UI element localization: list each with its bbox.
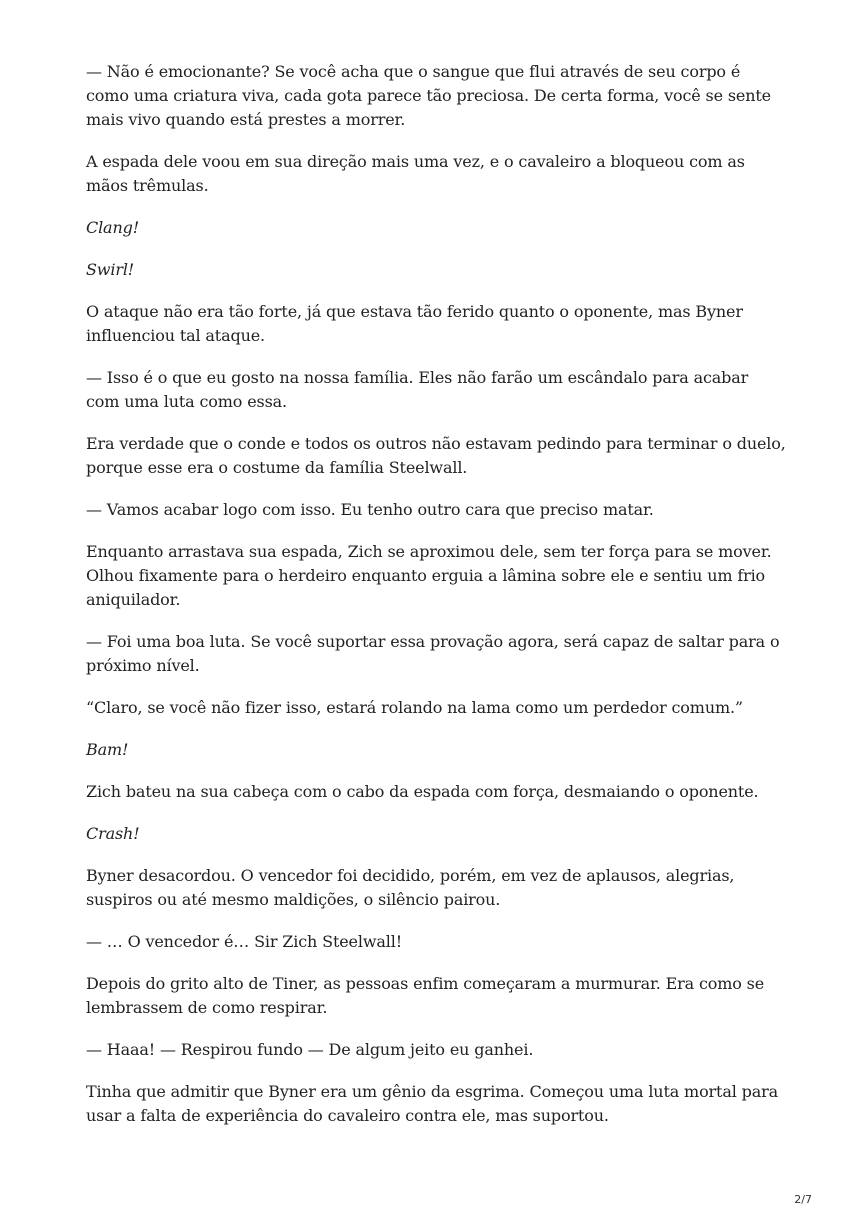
paragraph: O ataque não era tão forte, já que estava tão ferido quanto o oponente, mas Byner influenciou tal ataque. — [86, 302, 743, 345]
page-number: 2/7 — [794, 1193, 812, 1206]
paragraph: Byner desacordou. O vencedor foi decidido, porém, em vez de aplausos, alegrias, suspiros ou até mesmo maldições, o silêncio pairou. — [86, 866, 735, 909]
paragraph: — Foi uma boa luta. Se você suportar essa provação agora, será capaz de saltar para o próximo nível. — [86, 632, 780, 675]
paragraph: — Não é emocionante? Se você acha que o sangue que flui através de seu corpo é como uma criatura viva, cada gota parece tão preciosa. De certa forma, você se sente mais vivo quando está prestes a morrer. — [86, 62, 771, 129]
sound-effect: Crash! — [86, 824, 140, 843]
paragraph: A espada dele voou em sua direção mais uma vez, e o cavaleiro a bloqueou com as mãos trêmulas. — [86, 152, 745, 195]
paragraph: Depois do grito alto de Tiner, as pessoas enfim começaram a murmurar. Era como se lembrassem de como respirar. — [86, 974, 765, 1017]
sound-effect: Swirl! — [86, 260, 135, 279]
paragraph: “Claro, se você não fizer isso, estará rolando na lama como um perdedor comum.” — [86, 698, 743, 717]
sound-effect: Clang! — [86, 218, 139, 237]
sound-effect: Bam! — [86, 740, 129, 759]
paragraph: Tinha que admitir que Byner era um gênio da esgrima. Começou uma luta mortal para usar a falta de experiência do cavaleiro contra ele, mas suportou. — [86, 1082, 778, 1125]
paragraph: Era verdade que o conde e todos os outros não estavam pedindo para terminar o duelo, porque esse era o costume da família Steelwall. — [86, 434, 786, 477]
paragraph: — Vamos acabar logo com isso. Eu tenho outro cara que preciso matar. — [86, 500, 654, 519]
paragraph: — … O vencedor é… Sir Zich Steelwall! — [86, 932, 402, 951]
paragraph: Zich bateu na sua cabeça com o cabo da espada com força, desmaiando o oponente. — [86, 782, 759, 801]
paragraph: — Isso é o que eu gosto na nossa família. Eles não farão um escândalo para acabar com uma luta como essa. — [86, 368, 749, 411]
paragraph: — Haaa! — Respirou fundo — De algum jeito eu ganhei. — [86, 1040, 534, 1059]
document-body — [86, 60, 786, 1146]
paragraph: Enquanto arrastava sua espada, Zich se aproximou dele, sem ter força para se mover. Olhou fixamente para o herdeiro enquanto erguia a lâmina sobre ele e sentiu um frio aniquilador. — [86, 542, 772, 609]
